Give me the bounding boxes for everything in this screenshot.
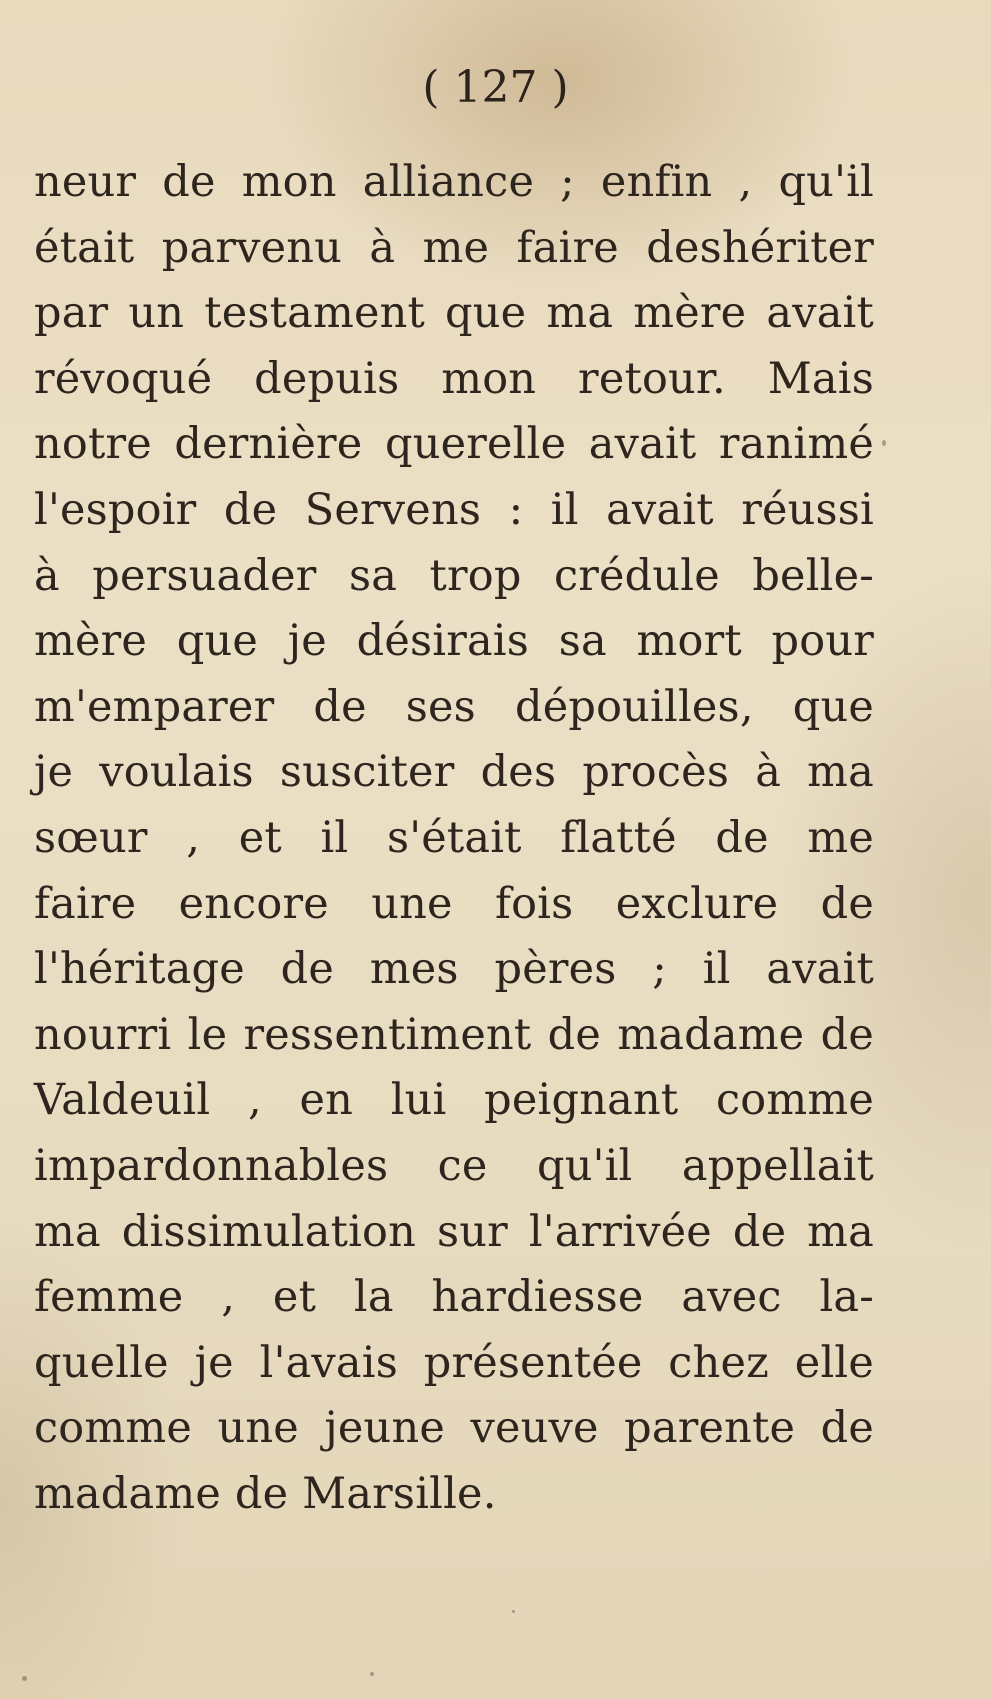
- paper-speck: [512, 1610, 515, 1613]
- body-text: [34, 150, 874, 1527]
- text-line: nourri le ressentiment de madame de: [34, 1009, 874, 1060]
- text-line: par un testament que ma mère avait: [34, 288, 874, 339]
- text-line: neur de mon alliance ; enfin , qu'il: [34, 157, 874, 207]
- text-line: sœur , et il s'était flatté de me: [34, 812, 874, 863]
- text-line: révoqué depuis mon retour. Mais: [34, 353, 874, 404]
- text-line: l'héritage de mes pères ; il avait: [34, 944, 874, 995]
- text-line: comme une jeune veuve parente de: [34, 1403, 874, 1454]
- text-line: était parvenu à me faire deshériter: [34, 222, 874, 273]
- text-line: m'emparer de ses dépouilles, que: [34, 681, 874, 732]
- text-line: impardonnables ce qu'il appellait: [34, 1140, 874, 1191]
- paper-speck: [370, 1672, 374, 1676]
- text-line: Valdeuil , en lui peignant comme: [34, 1075, 874, 1126]
- text-line: à persuader sa trop crédule belle-: [34, 550, 874, 601]
- text-line: je voulais susciter des procès à ma: [34, 747, 874, 798]
- text-line: notre dernière querelle avait ranimé: [34, 419, 874, 470]
- page-number: ( 127 ): [422, 62, 569, 113]
- text-line: femme , et la hardiesse avec la-: [34, 1272, 874, 1323]
- paper-speck: [882, 440, 886, 446]
- text-line: mère que je désirais sa mort pour: [34, 616, 874, 667]
- text-line-last: madame de Marsille.: [34, 1468, 497, 1519]
- paper-speck: [22, 1676, 27, 1681]
- text-line: ma dissimulation sur l'arrivée de ma: [34, 1206, 874, 1257]
- text-line: quelle je l'avais présentée chez elle: [34, 1337, 874, 1388]
- text-line: l'espoir de Servens : il avait réussi: [34, 484, 874, 535]
- text-line: faire encore une fois exclure de: [34, 878, 874, 929]
